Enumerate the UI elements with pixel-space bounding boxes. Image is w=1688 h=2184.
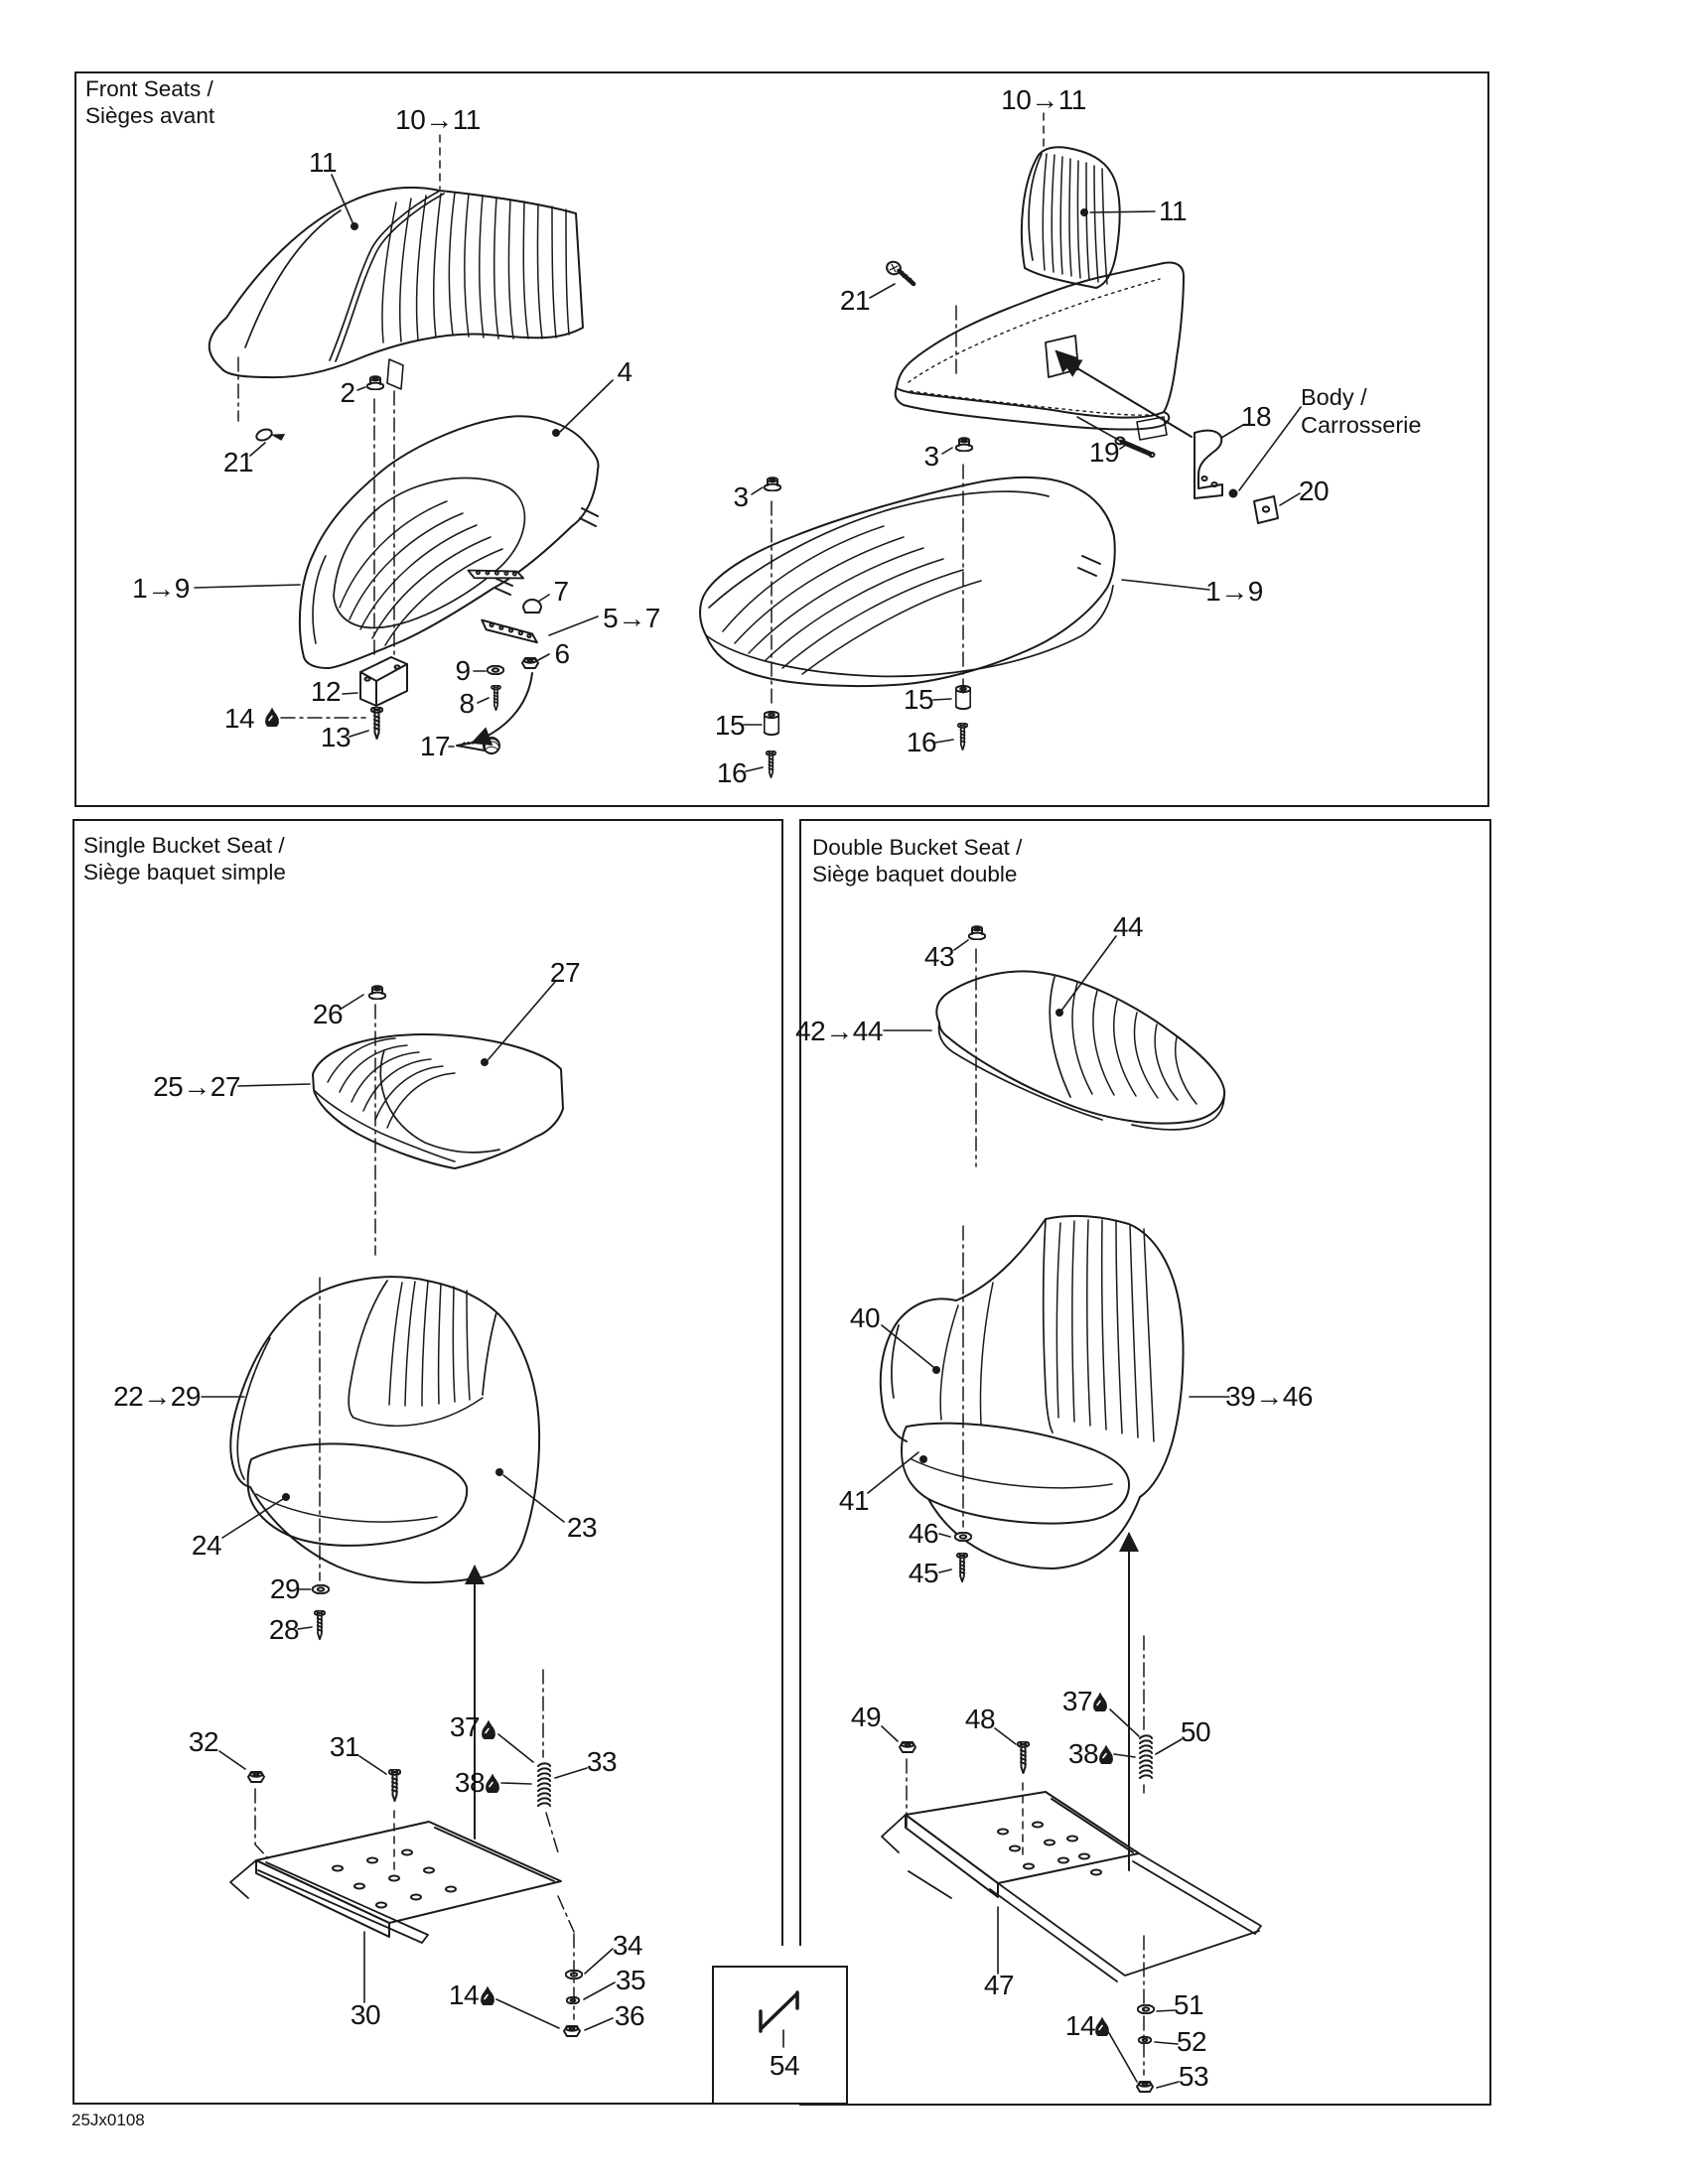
callout-single-30: 30 — [350, 1999, 381, 2030]
double-bucket-title-en: Double Bucket Seat / — [812, 835, 1023, 860]
callout-front-21: 21 — [839, 285, 871, 316]
grommet-icon — [956, 438, 973, 451]
callout-front-10→11: 10→11 — [1001, 84, 1086, 115]
callout-front-10→11: 10→11 — [395, 104, 481, 135]
callout-front-21: 21 — [222, 447, 254, 478]
single-bucket-title-fr: Siège baquet simple — [83, 860, 286, 885]
callout-single-27: 27 — [549, 957, 581, 988]
front-seats-title-fr: Sièges avant — [85, 103, 215, 128]
body-label-line2: Carrosserie — [1301, 412, 1422, 438]
screw-icon — [371, 707, 383, 739]
screw-icon — [958, 723, 968, 750]
callout-double-40: 40 — [849, 1302, 881, 1333]
pan-screw-icon — [884, 260, 917, 285]
callout-single-33: 33 — [586, 1746, 618, 1777]
rivet-head-icon — [1229, 489, 1238, 498]
spacer-icon — [765, 712, 779, 735]
callout-double-52: 52 — [1176, 2026, 1207, 2057]
callout-front-16: 16 — [716, 757, 748, 788]
callout-double-37: 37 — [1061, 1686, 1093, 1716]
spring-icon — [538, 1763, 550, 1806]
front-left-hardware-icons — [255, 376, 541, 753]
body-label-line1: Body / — [1301, 384, 1367, 410]
callout-double-44: 44 — [1112, 911, 1144, 942]
callout-front-15: 15 — [903, 684, 934, 715]
loctite-droplet-icon — [265, 708, 279, 729]
callout-double-41: 41 — [838, 1485, 870, 1516]
small-washer-icon — [567, 1997, 580, 2004]
callout-front-7: 7 — [553, 576, 569, 607]
z-rod-icon — [761, 1992, 797, 2031]
callout-double-46: 46 — [908, 1518, 939, 1549]
dashed-lines — [394, 113, 1044, 1870]
callout-single-26: 26 — [312, 999, 344, 1029]
block-spacer-icon — [360, 657, 407, 706]
callout-single-32: 32 — [188, 1726, 219, 1757]
axis-lines — [238, 306, 1144, 2075]
callout-double-53: 53 — [1178, 2061, 1209, 2092]
mount-plate-icon — [479, 613, 539, 650]
callout-double-14: 14 — [1064, 2010, 1096, 2041]
washer-icon — [488, 666, 504, 675]
callout-single-31: 31 — [329, 1731, 360, 1762]
callout-front-1→9: 1→9 — [1205, 576, 1263, 607]
square-plate-icon — [1254, 496, 1278, 523]
double-bucket-title-fr: Siège baquet double — [812, 862, 1018, 887]
loctite-droplet-icon — [1099, 1745, 1113, 1766]
front-right-cushion-illustration — [700, 478, 1115, 686]
callout-front-13: 13 — [320, 722, 352, 752]
grommet-icon — [369, 986, 386, 999]
locknut-icon — [1137, 2082, 1153, 2092]
callout-single-29: 29 — [269, 1573, 301, 1604]
callout-front-19: 19 — [1088, 437, 1120, 468]
callout-front-14: 14 — [223, 703, 255, 734]
callout-single-34: 34 — [612, 1930, 643, 1961]
callout-front-12: 12 — [310, 676, 342, 707]
loctite-droplet-icon — [481, 1986, 494, 2007]
loctite-droplet-icon — [1095, 2017, 1109, 2038]
callout-double-47: 47 — [983, 1970, 1015, 2000]
callout-front-15: 15 — [714, 710, 746, 741]
callout-front-3: 3 — [733, 481, 749, 512]
single-base-illustration — [230, 1822, 561, 1943]
callout-double-38: 38 — [1067, 1738, 1099, 1769]
callout-front-3: 3 — [923, 441, 939, 472]
callout-single-22→29: 22→29 — [113, 1381, 201, 1412]
callout-front-1→9: 1→9 — [132, 573, 190, 604]
callout-double-49: 49 — [850, 1702, 882, 1732]
callout-front-4: 4 — [617, 356, 633, 387]
front-right-rim-illustration — [896, 263, 1184, 440]
callout-front-6: 6 — [554, 638, 570, 669]
grommet-icon — [367, 376, 384, 389]
loctite-droplet-icon — [1093, 1693, 1107, 1713]
callout-single-14: 14 — [448, 1979, 480, 2010]
washer-icon — [955, 1533, 972, 1542]
locknut-icon — [248, 1772, 264, 1782]
callout-single-37: 37 — [449, 1711, 481, 1742]
callout-double-51: 51 — [1173, 1989, 1204, 2020]
spring-icon — [1140, 1735, 1152, 1778]
sheet-code: 25Jx0108 — [71, 2111, 145, 2129]
single-bucket-title-en: Single Bucket Seat / — [83, 833, 285, 858]
callout-double-48: 48 — [964, 1704, 996, 1734]
locknut-icon — [900, 1742, 915, 1752]
assembly-arrows — [473, 356, 1192, 1870]
callout-front-2: 2 — [340, 377, 355, 408]
front-left-backrest-illustration — [210, 188, 583, 377]
washer-icon — [1138, 2005, 1155, 2014]
grommet-icon — [969, 926, 986, 939]
seat-rail-strip-icon — [467, 563, 524, 587]
single-cushion-illustration — [313, 1034, 563, 1168]
locknut-icon — [522, 658, 538, 668]
screw-icon — [389, 1769, 401, 1801]
washer-icon — [313, 1585, 330, 1594]
bracket-icon — [1195, 431, 1222, 498]
callout-front-11: 11 — [1158, 196, 1188, 226]
callout-single-35: 35 — [615, 1965, 646, 1995]
callout-front-17: 17 — [419, 731, 451, 761]
callout-front-8: 8 — [459, 688, 475, 719]
callout-front-16: 16 — [906, 727, 937, 757]
double-cushion-illustration — [936, 971, 1224, 1130]
callout-front-9: 9 — [455, 655, 471, 686]
callout-double-45: 45 — [908, 1558, 939, 1588]
locknut-icon — [564, 2026, 580, 2036]
callout-double-43: 43 — [923, 941, 955, 972]
callout-front-20: 20 — [1298, 476, 1330, 506]
callout-front-11: 11 — [308, 147, 338, 178]
double-bench-seat-illustration — [881, 1216, 1184, 1569]
double-base-illustration — [882, 1792, 1261, 1981]
callout-double-39→46: 39→46 — [1225, 1381, 1313, 1412]
push-pin-icon — [255, 423, 287, 449]
callout-double-50: 50 — [1180, 1716, 1211, 1747]
callout-front-5→7: 5→7 — [603, 603, 660, 633]
front-seats-title-en: Front Seats / — [85, 76, 213, 101]
small-washer-icon — [1139, 2037, 1152, 2044]
leader-lines — [195, 175, 1301, 2088]
callout-single-38: 38 — [454, 1767, 486, 1798]
loctite-droplet-icon — [486, 1774, 499, 1795]
screw-icon — [315, 1610, 326, 1639]
callout-single-24: 24 — [191, 1530, 222, 1561]
screw-icon — [1018, 1741, 1030, 1773]
callout-common-54: 54 — [769, 2050, 800, 2081]
screw-icon — [492, 685, 500, 710]
callout-single-28: 28 — [268, 1614, 300, 1645]
callout-front-18: 18 — [1240, 401, 1272, 432]
front-right-backrest-illustration — [1022, 147, 1120, 288]
callout-single-25→27: 25→27 — [153, 1071, 240, 1102]
loctite-droplet-icon — [482, 1720, 495, 1741]
single-bucket-seat-illustration — [230, 1277, 539, 1582]
callout-single-23: 23 — [566, 1512, 598, 1543]
screw-icon — [957, 1553, 968, 1581]
callout-double-42→44: 42→44 — [795, 1016, 883, 1046]
grommet-icon — [765, 478, 781, 490]
callout-single-36: 36 — [614, 2000, 645, 2031]
screw-icon — [767, 751, 776, 777]
